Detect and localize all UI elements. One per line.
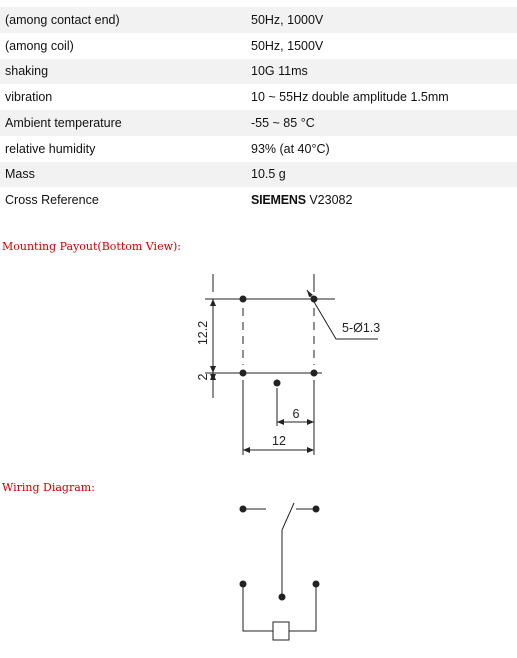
value-cell: 10 ~ 55Hz double amplitude 1.5mm bbox=[251, 90, 449, 105]
param-cell: relative humidity bbox=[5, 141, 96, 156]
arrowhead bbox=[307, 447, 314, 453]
param-cell: vibration bbox=[5, 90, 53, 105]
value-cell: 93% (at 40°C) bbox=[251, 141, 330, 156]
mounting-hole bbox=[274, 380, 281, 387]
mounting-hole bbox=[240, 370, 247, 377]
arrowhead bbox=[277, 419, 284, 425]
vertical-pitch-label: 12.2 bbox=[196, 320, 210, 346]
arrowhead bbox=[307, 419, 314, 425]
value-cell: 10.5 g bbox=[246, 162, 517, 188]
mounting-hole bbox=[311, 370, 318, 377]
param-cell: Ambient temperature bbox=[0, 110, 246, 136]
arrowhead bbox=[210, 366, 216, 373]
brand-name: SIEMENS bbox=[251, 193, 306, 208]
param-cell: (among coil) bbox=[5, 38, 74, 53]
value-cell: 10G 11ms bbox=[246, 59, 517, 85]
arrowhead bbox=[243, 447, 250, 453]
value-cell: 50Hz, 1500V bbox=[251, 38, 324, 53]
mounting-hole bbox=[240, 296, 247, 303]
value-cell: 50Hz, 1000V bbox=[246, 7, 517, 33]
arrowhead bbox=[210, 299, 216, 306]
param-cell: Mass bbox=[0, 162, 246, 188]
hole-spec-label: 5-Ø1.3 bbox=[342, 321, 381, 335]
arrowhead bbox=[307, 290, 313, 297]
total-width-label: 12 bbox=[272, 434, 286, 448]
mounting-hole bbox=[311, 296, 318, 303]
value-cell: -55 ~ 85 °C bbox=[246, 110, 517, 136]
offset-width-label: 6 bbox=[292, 407, 300, 421]
param-cell: (among contact end) bbox=[0, 7, 246, 33]
mounting-heading: Mounting Payout(Bottom View): bbox=[2, 240, 182, 253]
wiring-heading: Wiring Diagram: bbox=[2, 481, 95, 494]
vertical-offset-label: 2 bbox=[196, 373, 210, 381]
param-cell: Cross Reference bbox=[5, 193, 99, 208]
part-number: V23082 bbox=[305, 193, 353, 208]
param-cell: shaking bbox=[0, 59, 246, 85]
